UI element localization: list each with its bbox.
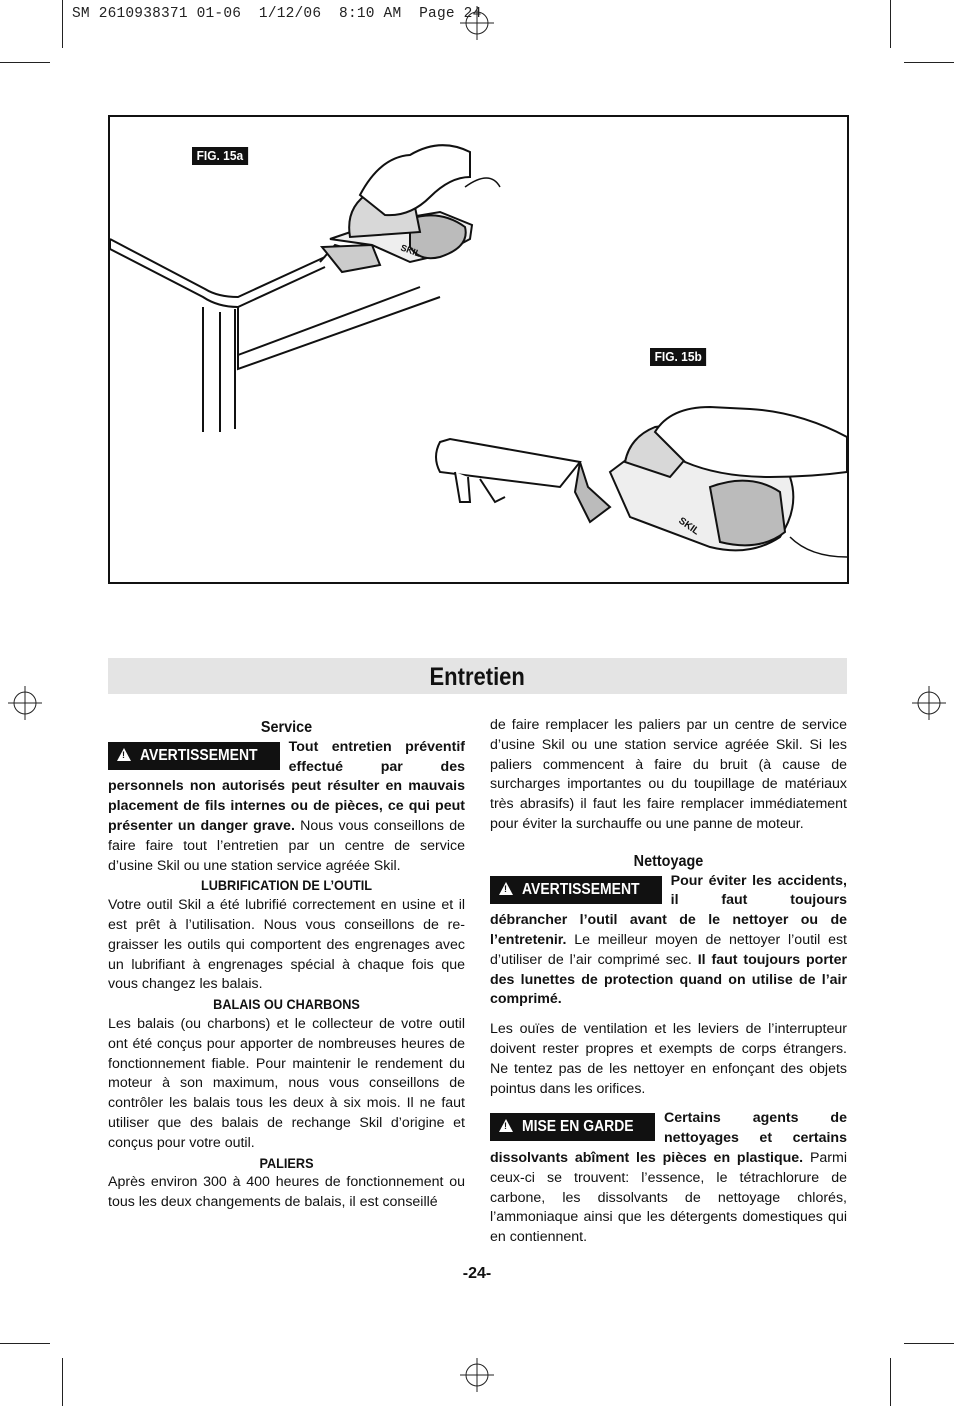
figure-15a-label: FIG. 15a <box>192 147 248 165</box>
crop-mark <box>0 1343 50 1344</box>
registration-mark-left <box>8 686 42 720</box>
paliers-heading: PALIERS <box>259 1155 314 1171</box>
warning-bold-text: Pour éviter les accidents, il faut toujours débrancher l’outil avant de le nettoyer ou de l’entretenir. <box>490 872 847 948</box>
balais-heading: BALAIS OU CHARBONS <box>213 997 360 1013</box>
left-column <box>108 718 465 1213</box>
print-slug: SM 2610938371 01-06 1/12/06 8:10 AM Page 24 <box>72 6 482 22</box>
registration-mark-bottom <box>460 1358 494 1392</box>
crop-mark <box>890 1358 891 1406</box>
warning-bold-text: Tout entretien préventif effectué par des personnels non autorisés peut résulter en mauvais placement de fils internes ou de pièces, ce qui peut présenter un danger grave. <box>108 738 465 834</box>
section-title: Entretien <box>429 663 526 691</box>
paliers-text: Après environ 300 à 400 heures de fonctionnement ou tous les deux changements de balais, il est conseillé <box>108 1174 465 1211</box>
nettoyage-heading: Nettoyage <box>633 852 704 870</box>
crop-mark <box>62 1358 63 1406</box>
crop-mark <box>0 62 50 63</box>
nettoyage-warning-paragraph <box>490 872 847 1011</box>
paliers-continued-text: de faire remplacer les paliers par un centre de service d’usine Skil ou une station service agréée Skil. Si les paliers commencent à faire du bruit (à cause de surcharges importantes ou du toupillage de matériaux très abrasifs) il faut les faire remplacer immédiatement pour éviter la surchauffe ou une panne de moteur. <box>490 717 847 832</box>
figure-15b-label: FIG. 15b <box>650 348 706 366</box>
warning-triangle-icon <box>117 748 131 761</box>
warning-badge: !AVERTISSEMENT <box>490 876 662 904</box>
brand-logo: SKIL <box>676 515 702 538</box>
ventilation-text: Les ouïes de ventilation et les leviers de l’interrupteur doivent rester propres et exempts de corps étrangers. Ne tentez pas de les nettoyer en enfonçant des objets pointus dans les orifices. <box>490 1021 847 1097</box>
service-warning-paragraph <box>108 738 465 877</box>
right-column <box>490 716 847 1248</box>
crop-mark <box>904 62 954 63</box>
warning-bold-text-2: Il faut toujours porter des lunettes de protection quand on utilise de l’air comprimé. <box>490 951 848 1008</box>
sander-illustration <box>110 117 847 582</box>
lubrification-heading: LUBRIFICATION DE L’OUTIL <box>200 878 373 894</box>
service-heading: Service <box>260 719 313 736</box>
balais-text: Les balais (ou charbons) et le collecteur de votre outil ont été conçus pour apporter de nombreuses heures de fonctionnement fiable. Pour maintenir le rendement du moteur à son maximum, nous vous conseillons de contrôler les balais tous les deux à six mois. Il ne faut utiliser que des balais de rechange Skil d’origine et conçus pour votre outil. <box>108 1015 465 1151</box>
caution-paragraph <box>490 1109 847 1248</box>
crop-mark <box>904 1343 954 1344</box>
crop-mark <box>62 0 63 48</box>
warning-triangle-icon <box>499 1119 513 1132</box>
crop-mark <box>890 0 891 48</box>
caution-text: Parmi ceux-ci se trouvent: l’essence, le tétrachlorure de carbone, les dissolvants de nettoyage chlorés, l’ammoniaque ainsi que les détergents domestiques qui en contiennent. <box>490 1149 847 1246</box>
caution-badge: !MISE EN GARDE <box>490 1113 655 1141</box>
lubrification-text: Votre outil Skil a été lubrifié correctement en usine et il est prêt à l’utilisation. Nous vous conseillons de re-graisser les outils qui comportent des engrenages avec un lubrifiant à engrenages spécial à chaque fois que vous changez les balais. <box>108 897 465 993</box>
page-number: -24- <box>462 1265 492 1282</box>
figure-illustration <box>108 115 849 584</box>
warning-text: Le meilleur moyen de nettoyer l’outil est d’utiliser de l’air comprimé sec. <box>490 931 847 968</box>
section-title-bar <box>108 658 847 694</box>
brand-logo: SKIL <box>399 242 423 259</box>
caution-bold-text: Certains agents de nettoyages et certains dissolvants abîment les pièces en plastique. <box>490 1110 847 1166</box>
registration-mark-right <box>912 686 946 720</box>
warning-triangle-icon <box>499 882 513 895</box>
registration-mark-top <box>460 6 494 40</box>
warning-text: Nous vous conseillons de faire faire tout l’entretien par un centre de service d’usine Skil ou une station service agréée Skil. <box>108 817 466 874</box>
warning-badge: !AVERTISSEMENT <box>108 742 280 770</box>
